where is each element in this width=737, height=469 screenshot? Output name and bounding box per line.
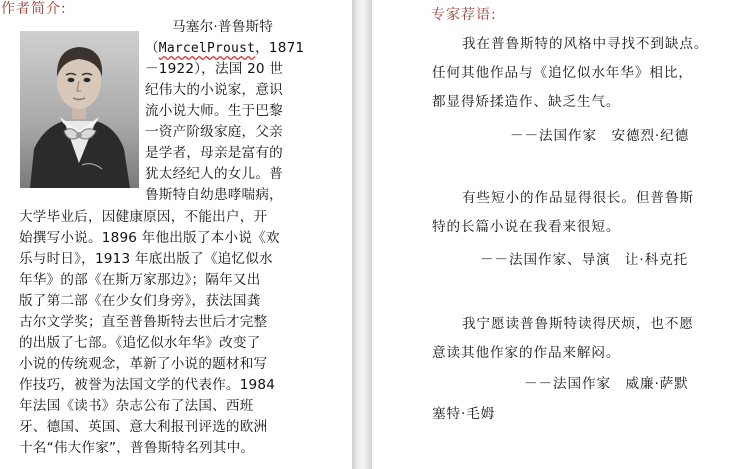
- bio-line: 犹太经纪人的女儿。普: [145, 166, 283, 182]
- bio-latin-name: MarcelProust: [158, 41, 256, 56]
- quote-line: 有些短小的作品显得很长。但普鲁斯: [462, 190, 694, 206]
- quote-line: 意读其他作家的作品来解闷。: [432, 345, 621, 361]
- quote-attribution: －－法国作家、导演 让·科克托: [480, 252, 689, 268]
- bio-line: 马塞尔·普鲁斯特: [172, 19, 274, 35]
- expert-recommendation-heading: 专家荐语:: [431, 7, 497, 23]
- left-page: [0, 0, 352, 469]
- bio-line: 纪伟大的小说家，意识: [145, 82, 283, 98]
- bio-line: 版了第二部《在少女们身旁》，获法国龚: [19, 293, 261, 309]
- quote-line: 任何其他作品与《追忆似水年华》相比，: [432, 65, 693, 81]
- quote-line: 我在普鲁斯特的风格中寻找不到缺点。: [462, 36, 709, 52]
- bio-line: 年法国《读书》杂志公布了法国、西班: [19, 398, 254, 414]
- quote-attribution: －－法国作家 威廉·萨默: [524, 376, 689, 392]
- quote-line: 都显得矫揉造作、缺乏生气。: [432, 94, 621, 110]
- bio-line: [145, 38, 304, 59]
- bio-line: 大学毕业后，因健康原因，不能出户，开: [19, 209, 268, 225]
- quote-line: 我宁愿读普鲁斯特读得厌烦，也不愿: [462, 316, 694, 332]
- page-gutter: [352, 0, 372, 469]
- bio-year: ，1871: [255, 40, 305, 56]
- quote-attribution: 塞特·毛姆: [432, 406, 496, 422]
- bio-line: 小说的传统观念，革新了小说的题材和写: [19, 356, 268, 372]
- bio-line: 十名“伟大作家”，普鲁斯特名列其中。: [19, 440, 255, 456]
- quote-attribution: －－法国作家 安德烈·纪德: [510, 128, 690, 144]
- portrait-image: [20, 31, 139, 188]
- author-intro-heading: 作者简介:: [1, 1, 67, 17]
- bio-line: 流小说大师。生于巴黎: [145, 103, 283, 119]
- bio-paren: （: [145, 40, 159, 56]
- bio-line: 牙、德国、英国、意大利报刊评选的欧洲: [19, 419, 268, 435]
- bio-line: 古尔文学奖；直至普鲁斯特去世后才完整: [19, 314, 268, 330]
- quote-line: 特的长篇小说在我看来很短。: [432, 219, 621, 235]
- bio-line: 的出版了七部。《追忆似水年华》改变了: [19, 335, 261, 351]
- bio-line: 鲁斯特自幼患哮喘病，: [145, 187, 283, 203]
- right-page: [372, 0, 737, 469]
- bio-line: －1922），法国 20 世: [145, 61, 284, 77]
- bio-line: 一资产阶级家庭，父亲: [145, 124, 283, 140]
- bio-line: 年华》的部《在斯万家那边》；隔年又出: [19, 272, 261, 288]
- bio-line: 乐与时日》，1913 年底出版了《追忆似水: [19, 251, 273, 267]
- bio-line: 是学者，母亲是富有的: [145, 145, 283, 161]
- bio-line: 作技巧，被誉为法国文学的代表作。1984: [19, 377, 276, 393]
- bio-line: 始撰写小说。1896 年他出版了本小说《欢: [19, 230, 280, 246]
- author-portrait-photo: [20, 31, 139, 188]
